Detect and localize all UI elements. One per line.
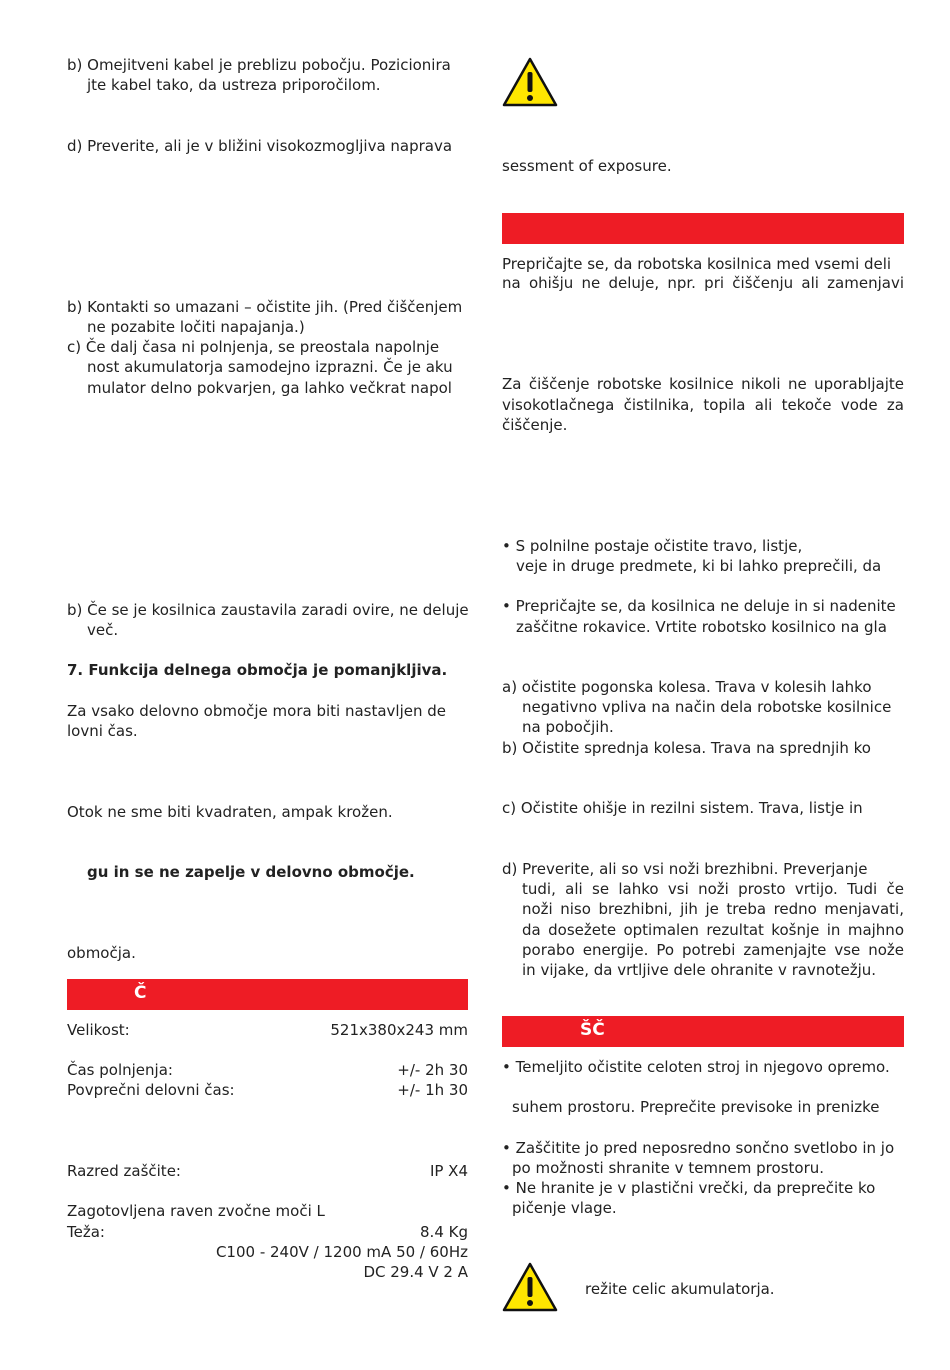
bullet-line: • Zaščitite jo pred neposredno sončno svetlobo in jo (502, 1139, 895, 1157)
bullet-line: • Temeljito očistite celoten stroj in njegovo opremo. (502, 1058, 890, 1076)
text-line: da dosežete optimalen rezultat košnje in majhno (522, 921, 904, 939)
section-bar-label: ŠČ (580, 1020, 605, 1040)
spec-label: Teža: (67, 1223, 105, 1241)
text-line: tudi, ali se lahko vsi noži prosto vrtijo. Tudi če (522, 880, 904, 898)
text-line: porabo energije. Po potrebi zamenjajte vse nože (522, 941, 904, 959)
text-line: visokotlačnega čistilnika, topila ali tekoče vode za (502, 396, 904, 414)
text-line: Za vsako delovno območje mora biti nastavljen de (67, 702, 447, 720)
text-line: lovni čas. (67, 722, 138, 740)
bullet-line: • S polnilne postaje očistite travo, listje, (502, 537, 803, 555)
section-bar-right-top (502, 213, 904, 244)
spec-label: Zagotovljena raven zvočne moči L (67, 1202, 325, 1220)
text-line: b) Kontakti so umazani – očistite jih. (Pred čiščenjem (67, 298, 463, 316)
warning-icon (502, 1262, 558, 1312)
text-line: jte kabel tako, da ustreza priporočilom. (87, 76, 381, 94)
spec-label: Povprečni delovni čas: (67, 1081, 235, 1099)
text-line: in vijake, da vrtljive dele ohranite v ravnotežju. (522, 961, 877, 979)
spec-label: Čas polnjenja: (67, 1061, 173, 1079)
text-line: negativno vpliva na način dela robotske kosilnice (522, 698, 892, 716)
text-line: ne pozabite ločiti napajanja.) (87, 318, 305, 336)
spec-value: 521x380x243 mm (330, 1021, 468, 1039)
section-bar-label: Č (134, 983, 147, 1003)
section-bar-right (502, 1016, 904, 1047)
bullet-line: po možnosti shranite v temnem prostoru. (512, 1159, 825, 1177)
text-line: sessment of exposure. (502, 157, 672, 175)
text-line: b) Omejitveni kabel je preblizu pobočju. Pozicionira (67, 56, 451, 74)
text-line: b) Očistite sprednja kolesa. Trava na sprednjih ko (502, 739, 871, 757)
bullet-line: suhem prostoru. Preprečite previsoke in prenizke (512, 1098, 880, 1116)
bullet-line: veje in druge predmete, ki bi lahko preprečili, da (516, 557, 882, 575)
spec-value: +/- 1h 30 (397, 1081, 468, 1099)
text-line: čiščenje. (502, 416, 568, 434)
text-line: več. (87, 621, 119, 639)
spec-value: 8.4 Kg (420, 1223, 468, 1241)
text-line: c) Očistite ohišje in rezilni sistem. Trava, listje in (502, 799, 863, 817)
bullet-line: • Prepričajte se, da kosilnica ne deluje in si nadenite (502, 597, 896, 615)
warning-icon (502, 57, 558, 107)
section-bar-left (67, 979, 468, 1010)
bold-text-line: gu in se ne zapelje v delovno območje. (87, 863, 415, 881)
text-line: Prepričajte se, da robotska kosilnica med vsemi deli (502, 255, 892, 273)
text-line: b) Če se je kosilnica zaustavila zaradi ovire, ne deluje (67, 601, 469, 619)
spec-value: DC 29.4 V 2 A (363, 1263, 468, 1281)
text-line: Otok ne sme biti kvadraten, ampak krožen. (67, 803, 393, 821)
bullet-line: zaščitne rokavice. Vrtite robotsko kosilnico na gla (516, 618, 887, 636)
text-line: območja. (67, 944, 136, 962)
text-line: mulator delno pokvarjen, ga lahko večkrat napol (87, 379, 452, 397)
spec-label: Velikost: (67, 1021, 130, 1039)
text-line: d) Preverite, ali so vsi noži brezhibni. Preverjanje (502, 860, 868, 878)
spec-value: C100 - 240V / 1200 mA 50 / 60Hz (215, 1243, 468, 1261)
text-line: d) Preverite, ali je v bližini visokozmogljiva naprava (67, 137, 453, 155)
text-line: režite celic akumulatorja. (585, 1280, 775, 1298)
bullet-line: pičenje vlage. (512, 1199, 617, 1217)
bullet-line: • Ne hranite je v plastični vrečki, da preprečite ko (502, 1179, 876, 1197)
text-line: a) očistite pogonska kolesa. Trava v kolesih lahko (502, 678, 872, 696)
spec-value: +/- 2h 30 (397, 1061, 468, 1079)
text-line: na pobočjih. (522, 718, 614, 736)
text-line: na ohišju ne deluje, npr. pri čiščenju ali zamenjavi (502, 274, 904, 292)
text-line: noži niso brezhibni, jih je treba redno menjavati, (522, 900, 904, 918)
section-heading: 7. Funkcija delnega območja je pomanjkljiva. (67, 661, 448, 679)
spec-label: Razred zaščite: (67, 1162, 181, 1180)
text-line: Za čiščenje robotske kosilnice nikoli ne uporabljajte (502, 375, 904, 393)
spec-value: IP X4 (429, 1162, 468, 1180)
text-line: nost akumulatorja samodejno izprazni. Če je aku (87, 358, 453, 376)
text-line: c) Če dalj časa ni polnjenja, se preostala napolnje (67, 338, 440, 356)
